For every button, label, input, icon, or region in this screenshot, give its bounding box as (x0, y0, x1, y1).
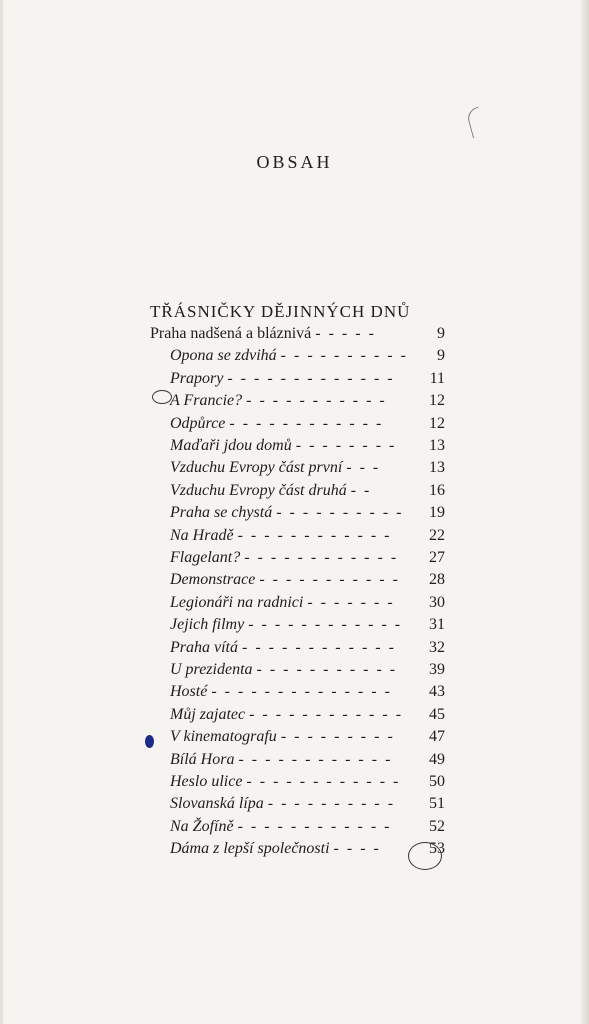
toc-leader-dashes: - - (350, 481, 372, 499)
toc-leader-dashes: - - - - (333, 840, 381, 858)
toc-leader-dashes: - - - - - - - - - - (267, 795, 396, 813)
toc-entry (170, 504, 445, 526)
toc-entry-title: Můj zajatec (170, 705, 246, 723)
toc-entry-title: Jejich filmy (170, 616, 245, 634)
toc-leader-dashes: - - - - - (315, 325, 376, 342)
toc-entry (170, 370, 445, 392)
toc-entry-title: U prezidenta (170, 661, 253, 678)
toc-entry (170, 437, 445, 459)
toc-page-number: 49 (429, 750, 445, 768)
toc-page-number: 9 (437, 325, 445, 342)
toc-page-number: 11 (429, 369, 445, 387)
toc-page-number: 22 (429, 526, 445, 544)
toc-leader-dashes: - - - - - - - - (295, 437, 397, 454)
toc-entry (170, 482, 445, 504)
toc-leader-dashes: - - - - - - - - - (280, 728, 395, 746)
toc-entry (170, 751, 445, 773)
toc-page-number: 28 (429, 571, 445, 589)
toc-entry (170, 549, 445, 571)
ink-dot-mark (145, 735, 154, 748)
toc-leader-dashes: - - - - - - - - - - - - - - (211, 683, 392, 701)
toc-entry (170, 392, 445, 414)
toc-leader-dashes: - - - - - - - - - - - - (237, 526, 392, 544)
toc-entry (170, 728, 445, 750)
toc-entry-title: Praha se chystá (170, 504, 273, 522)
toc-entry (170, 795, 445, 817)
toc-leader-dashes: - - - - - - - - - - - - (248, 616, 403, 634)
toc-entry (170, 683, 445, 705)
toc-entry-title: Praha nadšená a bláznivá (150, 325, 312, 342)
toc-entry-title: Odpůrce (170, 414, 226, 432)
pencil-circle-page-mark (408, 842, 442, 870)
toc-entry-title: Na Hradě (170, 526, 234, 544)
toc-page-number: 43 (429, 683, 445, 701)
toc-entry (170, 616, 445, 638)
toc-page-number: 32 (429, 638, 445, 656)
toc-entry-title: Maďaři jdou domů (170, 437, 292, 454)
toc-leader-dashes: - - - - - - - (307, 593, 395, 611)
toc-entry-title: Heslo ulice (170, 773, 243, 790)
toc-leader-dashes: - - - - - - - - - - - (246, 392, 387, 410)
toc-page-number: 53 (429, 840, 445, 858)
toc-entry-title: Flagelant? (170, 549, 241, 566)
toc-leader-dashes: - - - - - - - - - - - - (237, 817, 392, 835)
toc-page-number: 30 (429, 593, 445, 611)
toc-page-number: 9 (437, 347, 445, 365)
pencil-circle-mark (152, 390, 172, 404)
toc-leader-dashes: - - - - - - - - - - - - (249, 705, 404, 723)
toc-leader-dashes: - - - - - - - - - - - - (244, 549, 399, 566)
toc-entry (170, 347, 445, 369)
toc-entry-title: Bílá Hora (170, 750, 235, 768)
toc-entry-title: Legionáři na radnici (170, 593, 304, 611)
toc-entry (170, 661, 445, 683)
toc-entry (170, 459, 445, 481)
toc-page-number: 12 (429, 414, 445, 432)
toc-page-number: 47 (429, 728, 445, 746)
toc-entry (170, 594, 445, 616)
toc-entry-title: Vzduchu Evropy část druhá (170, 481, 347, 499)
toc-entry (170, 840, 445, 862)
pen-stroke-mark (465, 107, 485, 138)
toc-entry-title: Praha vítá (170, 638, 238, 656)
toc-leader-dashes: - - - - - - - - - - - - (229, 414, 384, 432)
toc-entry-title: A Francie? (170, 392, 243, 410)
toc-page-number: 51 (429, 795, 445, 813)
toc-entry-title: Na Žofíně (170, 817, 234, 835)
toc-leader-dashes: - - - (346, 459, 381, 477)
toc-page-number: 45 (429, 705, 445, 723)
toc-entry (170, 527, 445, 549)
toc-entry-title: Slovanská lípa (170, 795, 264, 813)
toc-entry-title: Hosté (170, 683, 208, 701)
toc-page-number: 39 (429, 661, 445, 678)
contents-heading: OBSAH (256, 152, 333, 172)
toc-entry-title: V kinematografu (170, 728, 277, 746)
toc-page-number: 31 (429, 616, 445, 634)
toc-entry-title: Demonstrace (170, 571, 256, 589)
toc-entry (170, 818, 445, 840)
toc-page-number: 13 (429, 437, 445, 454)
toc-page-number: 27 (429, 549, 445, 566)
toc-page-number: 52 (429, 817, 445, 835)
toc-page-number: 13 (429, 459, 445, 477)
toc-entry (170, 706, 445, 728)
toc-leader-dashes: - - - - - - - - - - - (259, 571, 400, 589)
toc-page-number: 50 (429, 773, 445, 790)
toc-leader-dashes: - - - - - - - - - - - - (242, 638, 396, 656)
toc-entry-title: Dáma z lepší společnosti (170, 840, 330, 858)
toc-entry-title: Prapory (170, 369, 224, 387)
toc-entry (170, 773, 445, 795)
toc-leader-dashes: - - - - - - - - - - - - - (227, 369, 395, 387)
toc-leader-dashes: - - - - - - - - - - (280, 347, 408, 365)
toc-entry (170, 571, 445, 593)
toc-page-number: 19 (429, 504, 445, 522)
toc-entry (150, 325, 445, 347)
toc-leader-dashes: - - - - - - - - - - - - (238, 750, 393, 768)
toc-leader-dashes: - - - - - - - - - - - (256, 661, 398, 678)
toc-entry-title: Opona se zdvihá (170, 347, 277, 365)
section-title: TŘÁSNIČKY DĚJINNÝCH DNŮ (150, 302, 411, 321)
toc-entry (170, 639, 445, 661)
toc-page-number: 16 (429, 481, 445, 499)
toc-leader-dashes: - - - - - - - - - - - - (246, 773, 401, 790)
toc-entry-title: Vzduchu Evropy část první (170, 459, 343, 477)
toc-leader-dashes: - - - - - - - - - - (276, 504, 404, 522)
toc-entry (170, 415, 445, 437)
toc-page-number: 12 (429, 392, 445, 410)
